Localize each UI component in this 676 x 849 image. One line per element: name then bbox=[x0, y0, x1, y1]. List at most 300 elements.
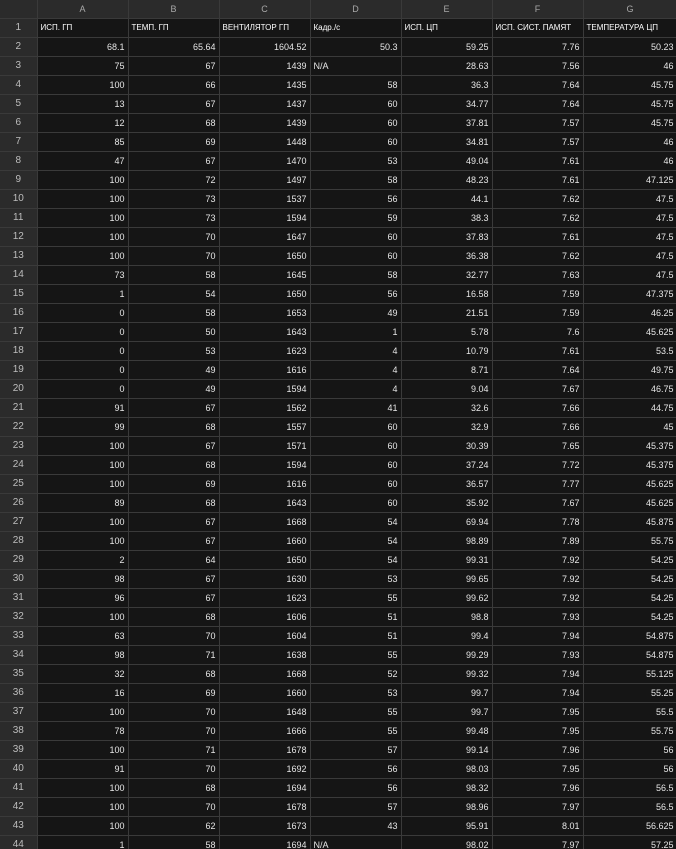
table-cell[interactable]: 44.75 bbox=[583, 399, 676, 418]
table-cell[interactable]: 67 bbox=[128, 152, 219, 171]
table-cell[interactable]: 58 bbox=[128, 266, 219, 285]
table-cell[interactable]: 100 bbox=[37, 247, 128, 266]
table-cell[interactable]: 47 bbox=[37, 152, 128, 171]
table-cell[interactable]: 98.8 bbox=[401, 608, 492, 627]
table-cell[interactable]: 99.7 bbox=[401, 703, 492, 722]
table-cell[interactable]: 54 bbox=[310, 551, 401, 570]
table-cell[interactable]: 50 bbox=[128, 323, 219, 342]
table-cell[interactable]: 1648 bbox=[219, 703, 310, 722]
table-cell[interactable]: 69 bbox=[128, 684, 219, 703]
table-cell[interactable]: 1448 bbox=[219, 133, 310, 152]
table-cell[interactable]: 1437 bbox=[219, 95, 310, 114]
table-cell[interactable]: 7.92 bbox=[492, 570, 583, 589]
table-cell[interactable]: 7.59 bbox=[492, 285, 583, 304]
table-cell[interactable]: 7.61 bbox=[492, 171, 583, 190]
table-cell[interactable]: 91 bbox=[37, 760, 128, 779]
table-cell[interactable]: 7.57 bbox=[492, 133, 583, 152]
table-cell[interactable]: 98.96 bbox=[401, 798, 492, 817]
table-cell[interactable]: 43 bbox=[310, 817, 401, 836]
row-number[interactable]: 31 bbox=[0, 589, 37, 608]
table-cell[interactable]: N/A bbox=[310, 836, 401, 849]
table-cell[interactable]: 1650 bbox=[219, 551, 310, 570]
table-cell[interactable]: 1435 bbox=[219, 76, 310, 95]
table-cell[interactable]: 1638 bbox=[219, 646, 310, 665]
table-cell[interactable]: 99.4 bbox=[401, 627, 492, 646]
table-cell[interactable]: 58 bbox=[128, 836, 219, 849]
table-cell[interactable]: 69.94 bbox=[401, 513, 492, 532]
header-cell[interactable]: ВЕНТИЛЯТОР ГП bbox=[219, 19, 310, 38]
table-cell[interactable]: 1 bbox=[37, 285, 128, 304]
table-cell[interactable]: 100 bbox=[37, 779, 128, 798]
table-cell[interactable]: 47.125 bbox=[583, 171, 676, 190]
table-cell[interactable]: 1630 bbox=[219, 570, 310, 589]
table-cell[interactable]: 91 bbox=[37, 399, 128, 418]
row-number[interactable]: 1 bbox=[0, 19, 37, 38]
table-cell[interactable]: 100 bbox=[37, 475, 128, 494]
row-number[interactable]: 12 bbox=[0, 228, 37, 247]
row-number[interactable]: 18 bbox=[0, 342, 37, 361]
table-cell[interactable]: 46.75 bbox=[583, 380, 676, 399]
table-cell[interactable]: 55.25 bbox=[583, 684, 676, 703]
row-number[interactable]: 7 bbox=[0, 133, 37, 152]
table-cell[interactable]: 7.66 bbox=[492, 418, 583, 437]
table-cell[interactable]: 1594 bbox=[219, 209, 310, 228]
row-number[interactable]: 3 bbox=[0, 57, 37, 76]
table-cell[interactable]: 0 bbox=[37, 304, 128, 323]
table-cell[interactable]: 5.78 bbox=[401, 323, 492, 342]
table-cell[interactable]: 68 bbox=[128, 608, 219, 627]
row-number[interactable]: 38 bbox=[0, 722, 37, 741]
table-cell[interactable]: 60 bbox=[310, 475, 401, 494]
table-cell[interactable]: 54.25 bbox=[583, 551, 676, 570]
table-cell[interactable]: 1678 bbox=[219, 741, 310, 760]
table-cell[interactable]: 68 bbox=[128, 418, 219, 437]
table-cell[interactable]: 1653 bbox=[219, 304, 310, 323]
table-cell[interactable]: 1497 bbox=[219, 171, 310, 190]
table-cell[interactable]: 7.78 bbox=[492, 513, 583, 532]
table-cell[interactable]: 37.81 bbox=[401, 114, 492, 133]
table-cell[interactable]: 99.31 bbox=[401, 551, 492, 570]
table-cell[interactable]: 54.25 bbox=[583, 608, 676, 627]
table-cell[interactable]: 55.75 bbox=[583, 722, 676, 741]
table-cell[interactable]: 12 bbox=[37, 114, 128, 133]
table-cell[interactable]: 1439 bbox=[219, 57, 310, 76]
header-cell[interactable]: ИСП. ГП bbox=[37, 19, 128, 38]
table-cell[interactable]: 7.96 bbox=[492, 779, 583, 798]
table-cell[interactable]: 62 bbox=[128, 817, 219, 836]
row-number[interactable]: 42 bbox=[0, 798, 37, 817]
table-cell[interactable]: 1 bbox=[310, 323, 401, 342]
table-cell[interactable]: 55 bbox=[310, 703, 401, 722]
table-cell[interactable]: 54 bbox=[310, 532, 401, 551]
table-cell[interactable]: 1537 bbox=[219, 190, 310, 209]
row-number[interactable]: 13 bbox=[0, 247, 37, 266]
table-cell[interactable]: 1668 bbox=[219, 665, 310, 684]
table-cell[interactable]: 67 bbox=[128, 399, 219, 418]
table-cell[interactable]: 1678 bbox=[219, 798, 310, 817]
table-cell[interactable]: 73 bbox=[37, 266, 128, 285]
row-number[interactable]: 27 bbox=[0, 513, 37, 532]
table-cell[interactable]: 7.67 bbox=[492, 494, 583, 513]
table-cell[interactable]: 47.5 bbox=[583, 247, 676, 266]
table-cell[interactable]: 45.375 bbox=[583, 456, 676, 475]
table-cell[interactable]: 7.96 bbox=[492, 741, 583, 760]
table-cell[interactable]: 8.01 bbox=[492, 817, 583, 836]
table-cell[interactable]: 63 bbox=[37, 627, 128, 646]
table-cell[interactable]: 16 bbox=[37, 684, 128, 703]
column-header-f[interactable]: F bbox=[492, 0, 583, 19]
table-cell[interactable]: 98.03 bbox=[401, 760, 492, 779]
table-cell[interactable]: 45.625 bbox=[583, 494, 676, 513]
table-cell[interactable]: 1594 bbox=[219, 380, 310, 399]
row-number[interactable]: 28 bbox=[0, 532, 37, 551]
table-cell[interactable]: 70 bbox=[128, 798, 219, 817]
table-cell[interactable]: 44.1 bbox=[401, 190, 492, 209]
table-cell[interactable]: 41 bbox=[310, 399, 401, 418]
table-cell[interactable]: 73 bbox=[128, 190, 219, 209]
table-cell[interactable]: 10.79 bbox=[401, 342, 492, 361]
column-header-a[interactable]: A bbox=[37, 0, 128, 19]
table-cell[interactable]: 1650 bbox=[219, 285, 310, 304]
table-cell[interactable]: 55.125 bbox=[583, 665, 676, 684]
table-cell[interactable]: 59.25 bbox=[401, 38, 492, 57]
table-cell[interactable]: 56 bbox=[583, 760, 676, 779]
table-cell[interactable]: 7.66 bbox=[492, 399, 583, 418]
column-header-c[interactable]: C bbox=[219, 0, 310, 19]
table-cell[interactable]: 98.32 bbox=[401, 779, 492, 798]
table-cell[interactable]: 7.97 bbox=[492, 798, 583, 817]
table-cell[interactable]: 72 bbox=[128, 171, 219, 190]
table-cell[interactable]: 47.5 bbox=[583, 190, 676, 209]
table-cell[interactable]: 45.625 bbox=[583, 323, 676, 342]
table-cell[interactable]: 99.29 bbox=[401, 646, 492, 665]
table-cell[interactable]: 58 bbox=[128, 304, 219, 323]
table-cell[interactable]: 7.65 bbox=[492, 437, 583, 456]
table-cell[interactable]: 7.93 bbox=[492, 646, 583, 665]
row-number[interactable]: 39 bbox=[0, 741, 37, 760]
table-cell[interactable]: 51 bbox=[310, 608, 401, 627]
table-cell[interactable]: N/A bbox=[310, 57, 401, 76]
header-cell[interactable]: Кадр./с bbox=[310, 19, 401, 38]
table-cell[interactable]: 100 bbox=[37, 228, 128, 247]
table-cell[interactable]: 1616 bbox=[219, 361, 310, 380]
table-cell[interactable]: 100 bbox=[37, 76, 128, 95]
table-cell[interactable]: 16.58 bbox=[401, 285, 492, 304]
table-cell[interactable]: 1 bbox=[37, 836, 128, 849]
table-cell[interactable]: 67 bbox=[128, 57, 219, 76]
table-cell[interactable]: 7.61 bbox=[492, 228, 583, 247]
table-cell[interactable]: 36.38 bbox=[401, 247, 492, 266]
table-cell[interactable]: 60 bbox=[310, 437, 401, 456]
table-cell[interactable]: 49.75 bbox=[583, 361, 676, 380]
row-number[interactable]: 16 bbox=[0, 304, 37, 323]
row-number[interactable]: 8 bbox=[0, 152, 37, 171]
table-cell[interactable]: 57 bbox=[310, 798, 401, 817]
table-cell[interactable]: 1673 bbox=[219, 817, 310, 836]
table-cell[interactable]: 56 bbox=[310, 190, 401, 209]
table-cell[interactable]: 7.64 bbox=[492, 95, 583, 114]
table-cell[interactable]: 1645 bbox=[219, 266, 310, 285]
table-cell[interactable]: 70 bbox=[128, 722, 219, 741]
row-number[interactable]: 41 bbox=[0, 779, 37, 798]
table-cell[interactable]: 70 bbox=[128, 247, 219, 266]
header-cell[interactable]: ИСП. СИСТ. ПАМЯТ bbox=[492, 19, 583, 38]
row-number[interactable]: 33 bbox=[0, 627, 37, 646]
table-cell[interactable]: 7.92 bbox=[492, 589, 583, 608]
table-cell[interactable]: 46 bbox=[583, 57, 676, 76]
table-cell[interactable]: 68 bbox=[128, 665, 219, 684]
table-cell[interactable]: 100 bbox=[37, 171, 128, 190]
table-cell[interactable]: 99.7 bbox=[401, 684, 492, 703]
table-cell[interactable]: 67 bbox=[128, 570, 219, 589]
table-cell[interactable]: 7.61 bbox=[492, 152, 583, 171]
table-cell[interactable]: 99.14 bbox=[401, 741, 492, 760]
table-cell[interactable]: 36.3 bbox=[401, 76, 492, 95]
table-cell[interactable]: 32 bbox=[37, 665, 128, 684]
table-cell[interactable]: 68 bbox=[128, 779, 219, 798]
table-cell[interactable]: 51 bbox=[310, 627, 401, 646]
header-cell[interactable]: ТЕМПЕРАТУРА ЦП bbox=[583, 19, 676, 38]
select-all-corner[interactable] bbox=[0, 0, 37, 19]
table-cell[interactable]: 2 bbox=[37, 551, 128, 570]
header-cell[interactable]: ТЕМП. ГП bbox=[128, 19, 219, 38]
table-cell[interactable]: 1439 bbox=[219, 114, 310, 133]
row-number[interactable]: 10 bbox=[0, 190, 37, 209]
table-cell[interactable]: 53 bbox=[310, 684, 401, 703]
row-number[interactable]: 43 bbox=[0, 817, 37, 836]
table-cell[interactable]: 71 bbox=[128, 646, 219, 665]
table-cell[interactable]: 55.75 bbox=[583, 532, 676, 551]
table-cell[interactable]: 59 bbox=[310, 209, 401, 228]
table-cell[interactable]: 7.89 bbox=[492, 532, 583, 551]
table-cell[interactable]: 98 bbox=[37, 646, 128, 665]
table-cell[interactable]: 28.63 bbox=[401, 57, 492, 76]
table-cell[interactable]: 54.875 bbox=[583, 646, 676, 665]
row-number[interactable]: 32 bbox=[0, 608, 37, 627]
table-cell[interactable]: 54.25 bbox=[583, 570, 676, 589]
table-cell[interactable]: 100 bbox=[37, 798, 128, 817]
table-cell[interactable]: 1562 bbox=[219, 399, 310, 418]
table-cell[interactable]: 32.6 bbox=[401, 399, 492, 418]
table-cell[interactable]: 56.5 bbox=[583, 779, 676, 798]
row-number[interactable]: 14 bbox=[0, 266, 37, 285]
row-number[interactable]: 22 bbox=[0, 418, 37, 437]
table-cell[interactable]: 49.04 bbox=[401, 152, 492, 171]
table-cell[interactable]: 89 bbox=[37, 494, 128, 513]
table-cell[interactable]: 100 bbox=[37, 608, 128, 627]
table-cell[interactable]: 95.91 bbox=[401, 817, 492, 836]
table-cell[interactable]: 67 bbox=[128, 95, 219, 114]
table-cell[interactable]: 1623 bbox=[219, 589, 310, 608]
table-cell[interactable]: 7.6 bbox=[492, 323, 583, 342]
table-cell[interactable]: 1668 bbox=[219, 513, 310, 532]
table-cell[interactable]: 55 bbox=[310, 589, 401, 608]
table-cell[interactable]: 96 bbox=[37, 589, 128, 608]
table-cell[interactable]: 98.89 bbox=[401, 532, 492, 551]
table-cell[interactable]: 7.93 bbox=[492, 608, 583, 627]
table-cell[interactable]: 55.5 bbox=[583, 703, 676, 722]
table-cell[interactable]: 7.95 bbox=[492, 722, 583, 741]
table-cell[interactable]: 55 bbox=[310, 646, 401, 665]
table-cell[interactable]: 69 bbox=[128, 133, 219, 152]
table-cell[interactable]: 98.02 bbox=[401, 836, 492, 849]
row-number[interactable]: 23 bbox=[0, 437, 37, 456]
table-cell[interactable]: 7.76 bbox=[492, 38, 583, 57]
table-cell[interactable]: 45.75 bbox=[583, 114, 676, 133]
table-cell[interactable]: 58 bbox=[310, 171, 401, 190]
table-cell[interactable]: 50.23 bbox=[583, 38, 676, 57]
row-number[interactable]: 17 bbox=[0, 323, 37, 342]
table-cell[interactable]: 7.62 bbox=[492, 190, 583, 209]
row-number[interactable]: 30 bbox=[0, 570, 37, 589]
table-cell[interactable]: 1666 bbox=[219, 722, 310, 741]
table-cell[interactable]: 47.5 bbox=[583, 209, 676, 228]
table-cell[interactable]: 100 bbox=[37, 190, 128, 209]
table-cell[interactable]: 34.81 bbox=[401, 133, 492, 152]
table-cell[interactable]: 7.94 bbox=[492, 684, 583, 703]
table-cell[interactable]: 7.62 bbox=[492, 247, 583, 266]
table-cell[interactable]: 100 bbox=[37, 817, 128, 836]
table-cell[interactable]: 99 bbox=[37, 418, 128, 437]
row-number[interactable]: 26 bbox=[0, 494, 37, 513]
table-cell[interactable]: 58 bbox=[310, 266, 401, 285]
table-cell[interactable]: 7.94 bbox=[492, 627, 583, 646]
table-cell[interactable]: 7.61 bbox=[492, 342, 583, 361]
table-cell[interactable]: 49 bbox=[310, 304, 401, 323]
row-number[interactable]: 34 bbox=[0, 646, 37, 665]
row-number[interactable]: 15 bbox=[0, 285, 37, 304]
table-cell[interactable]: 7.57 bbox=[492, 114, 583, 133]
table-cell[interactable]: 1643 bbox=[219, 323, 310, 342]
table-cell[interactable]: 49 bbox=[128, 361, 219, 380]
table-cell[interactable]: 60 bbox=[310, 228, 401, 247]
row-number[interactable]: 19 bbox=[0, 361, 37, 380]
table-cell[interactable]: 67 bbox=[128, 437, 219, 456]
table-cell[interactable]: 1616 bbox=[219, 475, 310, 494]
table-cell[interactable]: 56 bbox=[583, 741, 676, 760]
table-cell[interactable]: 99.65 bbox=[401, 570, 492, 589]
table-cell[interactable]: 46.25 bbox=[583, 304, 676, 323]
table-cell[interactable]: 100 bbox=[37, 532, 128, 551]
table-cell[interactable]: 70 bbox=[128, 228, 219, 247]
table-cell[interactable]: 1694 bbox=[219, 779, 310, 798]
table-cell[interactable]: 7.56 bbox=[492, 57, 583, 76]
table-cell[interactable]: 0 bbox=[37, 361, 128, 380]
table-cell[interactable]: 100 bbox=[37, 437, 128, 456]
table-cell[interactable]: 54 bbox=[128, 285, 219, 304]
table-cell[interactable]: 8.71 bbox=[401, 361, 492, 380]
table-cell[interactable]: 67 bbox=[128, 532, 219, 551]
row-number[interactable]: 29 bbox=[0, 551, 37, 570]
row-number[interactable]: 44 bbox=[0, 836, 37, 849]
table-cell[interactable]: 57 bbox=[310, 741, 401, 760]
table-cell[interactable]: 60 bbox=[310, 456, 401, 475]
row-number[interactable]: 9 bbox=[0, 171, 37, 190]
table-cell[interactable]: 32.77 bbox=[401, 266, 492, 285]
table-cell[interactable]: 45.75 bbox=[583, 76, 676, 95]
table-cell[interactable]: 60 bbox=[310, 418, 401, 437]
table-cell[interactable]: 4 bbox=[310, 361, 401, 380]
table-cell[interactable]: 7.95 bbox=[492, 760, 583, 779]
table-cell[interactable]: 1660 bbox=[219, 684, 310, 703]
table-cell[interactable]: 1604.52 bbox=[219, 38, 310, 57]
table-cell[interactable]: 98 bbox=[37, 570, 128, 589]
table-cell[interactable]: 64 bbox=[128, 551, 219, 570]
table-cell[interactable]: 7.67 bbox=[492, 380, 583, 399]
table-cell[interactable]: 0 bbox=[37, 380, 128, 399]
table-cell[interactable]: 54 bbox=[310, 513, 401, 532]
table-cell[interactable]: 53 bbox=[310, 570, 401, 589]
table-cell[interactable]: 45.375 bbox=[583, 437, 676, 456]
table-cell[interactable]: 56.625 bbox=[583, 817, 676, 836]
table-cell[interactable]: 7.59 bbox=[492, 304, 583, 323]
table-cell[interactable]: 7.63 bbox=[492, 266, 583, 285]
table-cell[interactable]: 7.95 bbox=[492, 703, 583, 722]
table-cell[interactable]: 36.57 bbox=[401, 475, 492, 494]
table-cell[interactable]: 54.25 bbox=[583, 589, 676, 608]
table-cell[interactable]: 70 bbox=[128, 703, 219, 722]
table-cell[interactable]: 56 bbox=[310, 779, 401, 798]
table-cell[interactable]: 71 bbox=[128, 741, 219, 760]
table-cell[interactable]: 49 bbox=[128, 380, 219, 399]
table-cell[interactable]: 7.94 bbox=[492, 665, 583, 684]
table-cell[interactable]: 65.64 bbox=[128, 38, 219, 57]
table-cell[interactable]: 1692 bbox=[219, 760, 310, 779]
table-cell[interactable]: 53.5 bbox=[583, 342, 676, 361]
table-cell[interactable]: 68.1 bbox=[37, 38, 128, 57]
table-cell[interactable]: 1606 bbox=[219, 608, 310, 627]
table-cell[interactable]: 60 bbox=[310, 247, 401, 266]
table-cell[interactable]: 32.9 bbox=[401, 418, 492, 437]
table-cell[interactable]: 30.39 bbox=[401, 437, 492, 456]
table-cell[interactable]: 7.97 bbox=[492, 836, 583, 849]
row-number[interactable]: 36 bbox=[0, 684, 37, 703]
table-cell[interactable]: 1647 bbox=[219, 228, 310, 247]
table-cell[interactable]: 66 bbox=[128, 76, 219, 95]
table-cell[interactable]: 0 bbox=[37, 342, 128, 361]
table-cell[interactable]: 56 bbox=[310, 760, 401, 779]
table-cell[interactable]: 60 bbox=[310, 95, 401, 114]
table-cell[interactable]: 1604 bbox=[219, 627, 310, 646]
table-cell[interactable]: 21.51 bbox=[401, 304, 492, 323]
table-cell[interactable]: 99.62 bbox=[401, 589, 492, 608]
table-cell[interactable]: 47.375 bbox=[583, 285, 676, 304]
header-cell[interactable]: ИСП. ЦП bbox=[401, 19, 492, 38]
table-cell[interactable]: 69 bbox=[128, 475, 219, 494]
table-cell[interactable]: 75 bbox=[37, 57, 128, 76]
table-cell[interactable]: 100 bbox=[37, 456, 128, 475]
table-cell[interactable]: 46 bbox=[583, 133, 676, 152]
column-header-b[interactable]: B bbox=[128, 0, 219, 19]
table-cell[interactable]: 4 bbox=[310, 342, 401, 361]
table-cell[interactable]: 67 bbox=[128, 513, 219, 532]
table-cell[interactable]: 60 bbox=[310, 114, 401, 133]
table-cell[interactable]: 35.92 bbox=[401, 494, 492, 513]
table-cell[interactable]: 0 bbox=[37, 323, 128, 342]
row-number[interactable]: 20 bbox=[0, 380, 37, 399]
row-number[interactable]: 35 bbox=[0, 665, 37, 684]
table-cell[interactable]: 9.04 bbox=[401, 380, 492, 399]
table-cell[interactable]: 73 bbox=[128, 209, 219, 228]
table-cell[interactable]: 1694 bbox=[219, 836, 310, 849]
table-cell[interactable]: 1571 bbox=[219, 437, 310, 456]
table-cell[interactable]: 45 bbox=[583, 418, 676, 437]
table-cell[interactable]: 99.32 bbox=[401, 665, 492, 684]
column-header-g[interactable]: G bbox=[583, 0, 676, 19]
row-number[interactable]: 40 bbox=[0, 760, 37, 779]
table-cell[interactable]: 1660 bbox=[219, 532, 310, 551]
table-cell[interactable]: 45.75 bbox=[583, 95, 676, 114]
